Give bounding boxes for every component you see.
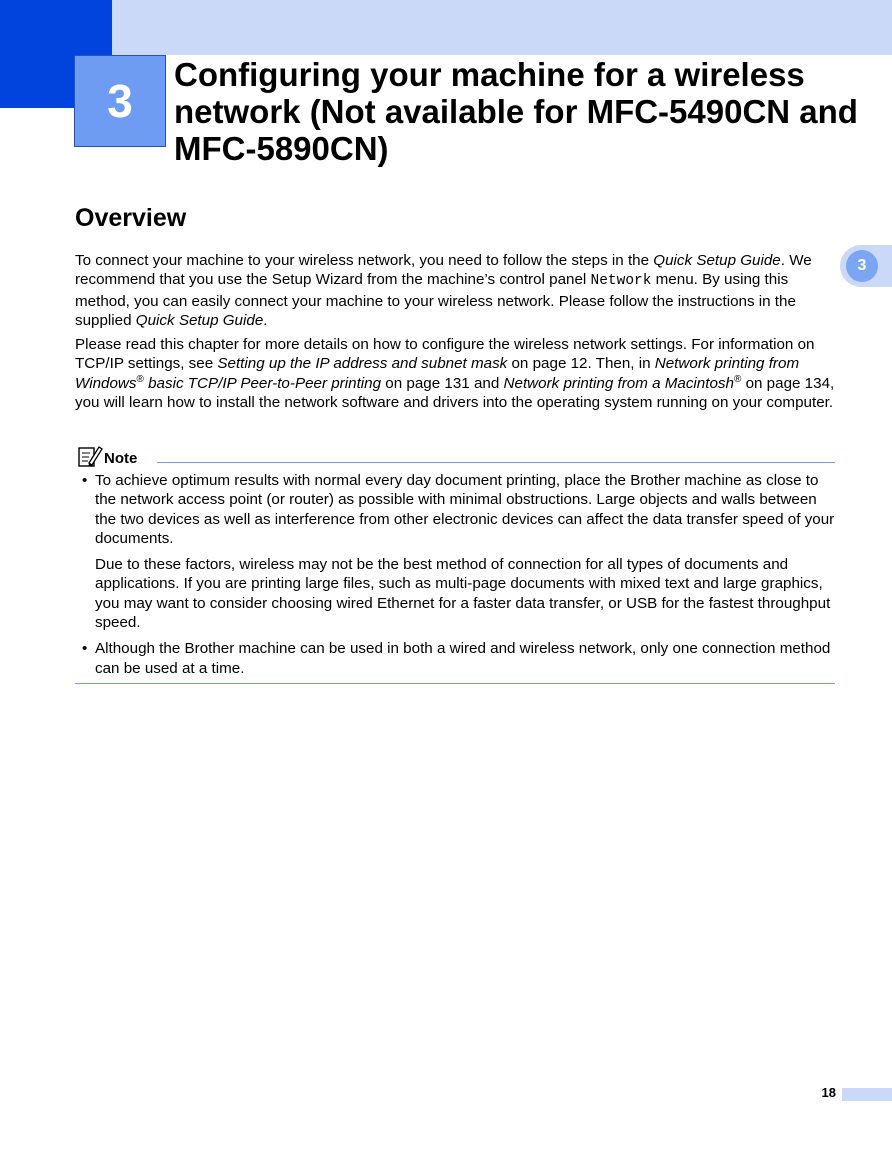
cross-reference: Network printing from a Macintosh [503,374,734,392]
note-end-divider [75,683,835,684]
note-header [75,444,835,468]
doc-reference: Quick Setup Guide [653,252,781,269]
note-label: Note [104,450,138,467]
text-run: . We recommend that you use the Setup Wizard from the machine’s control panel [75,252,812,289]
note-list [75,471,835,685]
text-run: on page 134, you will learn how to install the network software and drivers into the operating system running on your computer. [75,374,835,411]
chapter-number-box [74,55,166,147]
note-text: Due to these factors, wireless may not be the best method of connection for all types of documents and applications. If you are printing large files, such as multi-page documents with mixed text and large graphics, you may want to consider choosing wired Ethernet for a faster data transfer, or USB for the fastest throughput speed. [95,556,831,632]
cross-reference: Network printing from Windows [75,355,800,392]
section-heading: Overview [75,204,187,232]
registered-mark: ® [136,373,144,385]
note-text: Although the Brother machine can be used in both a wired and wireless network, only one connection method can be used at a time. [95,640,831,677]
chapter-side-tab [840,245,892,287]
header-band [0,0,892,55]
text-run: . [263,311,268,329]
cross-reference: basic TCP/IP Peer-to-Peer printing [143,374,382,392]
cross-reference: Setting up the IP address and subnet mask [217,355,508,373]
details-paragraph [75,335,835,412]
chapter-title: Configuring your machine for a wireless network (Not available for MFC-5490CN and MFC-5890CN) [174,56,858,167]
note-item [75,471,835,632]
chapter-number: 3 [107,75,133,127]
text-run: Please read this chapter for more details on how to configure the wireless network settings. For information on TCP/IP settings, see [75,336,815,373]
note-item [75,639,835,678]
footer-bar [842,1088,892,1101]
page-number: 18 [821,1085,836,1100]
registered-mark: ® [733,373,742,385]
side-tab-number: 3 [846,250,878,282]
text-run: on page 12. Then, in [507,355,655,373]
text-run: To connect your machine to your wireless network, you need to follow the steps in the [75,252,654,269]
bullet: • [82,640,88,658]
text-run: on page 131 and [381,374,504,392]
intro-paragraph [75,251,835,330]
bullet: • [82,472,88,489]
note-text: To achieve optimum results with normal every day document printing, place the Brother machine as close to the network access point (or router) as possible with minimal obstructions. Large objects and walls between the two devices as well as interference from other electronic devices can affect the data transfer speed of your documents. [95,472,835,547]
note-pencil-icon [77,444,103,468]
doc-reference: Quick Setup Guide [135,311,264,329]
note-divider [157,462,835,463]
text-run: menu. By using this method, you can easily connect your machine to your wireless network. Please follow the instructions in the supplied [75,271,796,329]
menu-name: Network [590,273,652,290]
